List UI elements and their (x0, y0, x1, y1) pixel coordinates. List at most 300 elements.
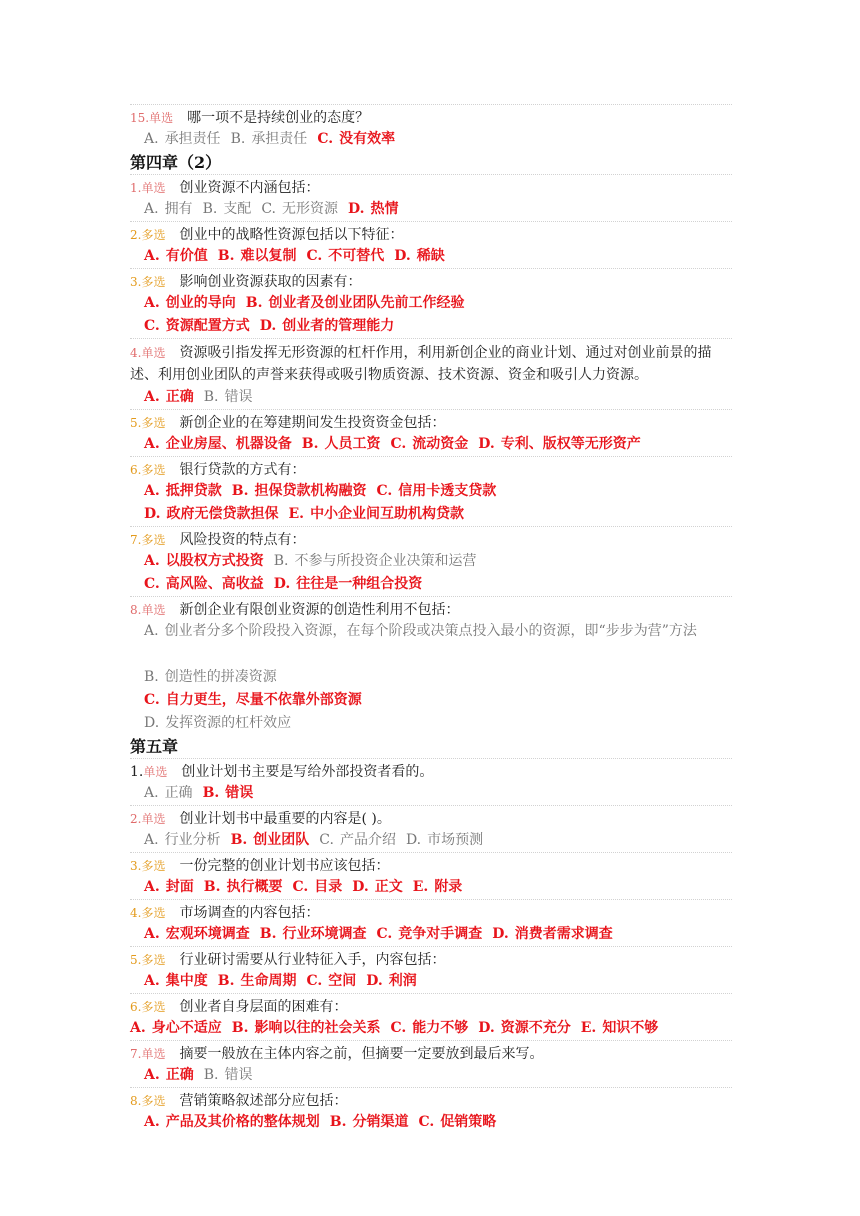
option-letter: D. (347, 201, 365, 217)
option-text: 市场预测 (427, 832, 484, 848)
option-text: 错误 (225, 785, 254, 801)
correct-option (144, 926, 250, 942)
question-text: 银行贷款的方式有： (179, 462, 306, 478)
option-letter: A. (144, 436, 160, 452)
question-text: 创业中的战略性资源包括以下特征： (179, 227, 404, 243)
option-letter: A. (144, 623, 159, 639)
options-row (130, 620, 732, 666)
option-letter: D. (394, 248, 411, 264)
option-text: 以股权方式投资 (165, 553, 264, 569)
question-block (130, 174, 732, 221)
question-type-label: 单选 (141, 603, 166, 617)
correct-option (246, 295, 465, 311)
options-row (130, 573, 732, 596)
option-letter: C. (418, 1114, 435, 1130)
option-text: 产品介绍 (339, 832, 396, 848)
option (144, 785, 193, 801)
option-text: 无形资源 (281, 201, 338, 217)
option-text: 空间 (328, 973, 357, 989)
options-row (130, 782, 732, 805)
option-letter: A. (144, 131, 159, 147)
option-letter: A. (144, 389, 160, 405)
option-letter: C. (376, 483, 393, 499)
options-row (130, 666, 732, 689)
option-letter: C. (292, 879, 309, 895)
question-text: 哪一项不是持续创业的态度？ (187, 110, 370, 126)
option-letter: B. (202, 201, 218, 217)
option-letter: D. (352, 879, 369, 895)
option-letter: B. (259, 926, 277, 942)
correct-option (144, 506, 279, 522)
option-letter: B. (203, 1067, 219, 1083)
option-letter: A. (144, 879, 160, 895)
option-letter: C. (144, 318, 160, 334)
question-block (130, 221, 732, 268)
question-type-label: 多选 (141, 228, 166, 242)
question-type-label: 单选 (141, 812, 166, 826)
correct-option (292, 879, 342, 895)
question-number: 7. (130, 1047, 142, 1061)
question-number: 2. (130, 228, 142, 242)
option-text: 难以复制 (240, 248, 297, 264)
option (203, 201, 252, 217)
option (204, 1067, 253, 1083)
option-text: 正确 (164, 785, 193, 801)
correct-option (478, 436, 641, 452)
question-text: 创业计划书中最重要的内容是( )。 (179, 811, 391, 827)
option-letter: B. (273, 553, 289, 569)
correct-option (144, 1114, 320, 1130)
correct-option (260, 318, 395, 334)
question-block (130, 1040, 732, 1087)
option-text: 中小企业间互助机构贷款 (310, 506, 465, 522)
option-text: 有价值 (165, 248, 208, 264)
option-text: 创业者分多个阶段投入资源，在每个阶段或决策点投入最小的资源，即“步步为营”方法 (164, 623, 697, 639)
question-document (130, 104, 732, 1134)
question-header (130, 338, 732, 386)
question-number: 7. (130, 533, 142, 547)
question-number: 4. (130, 906, 142, 920)
option-letter: D. (144, 715, 160, 731)
correct-option (376, 926, 482, 942)
option-letter: C. (319, 832, 334, 848)
option-letter: D. (259, 318, 277, 334)
question-header (130, 993, 732, 1017)
option-text: 抵押贷款 (165, 483, 222, 499)
option-letter: B. (301, 436, 319, 452)
question-header (130, 1087, 732, 1111)
options-row (130, 292, 732, 315)
question-number: 3. (130, 859, 142, 873)
option-text: 创业者及创业团队先前工作经验 (268, 295, 465, 311)
option-letter: E. (580, 1020, 597, 1036)
question-header (130, 852, 732, 876)
option-text: 宏观环境调查 (165, 926, 250, 942)
correct-option (144, 973, 208, 989)
option-letter: C. (306, 973, 323, 989)
question-text: 一份完整的创业计划书应该包括： (179, 858, 390, 874)
question-header (130, 899, 732, 923)
question-block (130, 596, 732, 735)
option-text: 拥有 (164, 201, 193, 217)
option-text: 支配 (223, 201, 252, 217)
question-number: 15. (130, 111, 150, 125)
correct-option (330, 1114, 409, 1130)
option (261, 201, 338, 217)
question-text: 资源吸引指发挥无形资源的杠杆作用，利用新创企业的商业计划、通过对创业前景的描述、利用创业团队的声誉来获得或吸引物质资源、技术资源、资金和吸引人力资源。 (130, 345, 712, 383)
question-block (130, 1087, 732, 1134)
option-letter: C. (390, 436, 407, 452)
option (406, 832, 483, 848)
option-letter: B. (217, 248, 235, 264)
question-header (130, 1040, 732, 1064)
question-block (130, 456, 732, 526)
option-letter: A. (144, 973, 160, 989)
question-block (130, 338, 732, 409)
question-text: 市场调查的内容包括： (179, 905, 320, 921)
question-type-label: 多选 (141, 1094, 166, 1108)
options-row (130, 503, 732, 526)
option-letter: A. (144, 295, 160, 311)
options-row (130, 1017, 732, 1040)
option-text: 正确 (165, 1067, 194, 1083)
option-text: 发挥资源的杠杆效应 (165, 715, 292, 731)
question-text: 创业计划书主要是写给外部投资者看的。 (181, 764, 434, 780)
options-row (130, 386, 732, 409)
question-type-label: 单选 (141, 1047, 166, 1061)
option (204, 389, 253, 405)
question-number: 2. (130, 812, 142, 826)
question-number: 8. (130, 1094, 142, 1108)
correct-option (144, 389, 194, 405)
question-number: 5. (130, 953, 142, 967)
question-number: 1. (130, 764, 144, 780)
correct-option (581, 1020, 659, 1036)
option-letter: B. (230, 832, 248, 848)
question-text: 摘要一般放在主体内容之前，但摘要一定要放到最后来写。 (179, 1046, 544, 1062)
option-text: 创业的导向 (165, 295, 236, 311)
question-type-label: 多选 (141, 463, 166, 477)
option-letter: B. (203, 389, 219, 405)
option-text: 专利、版权等无形资产 (500, 436, 641, 452)
option-text: 知识不够 (602, 1020, 659, 1036)
option-letter: D. (492, 926, 509, 942)
question-block (130, 852, 732, 899)
question-header (130, 409, 732, 433)
correct-option (144, 295, 236, 311)
options-row (130, 315, 732, 338)
options-row (130, 970, 732, 993)
option-text: 资源不充分 (500, 1020, 571, 1036)
option-text: 政府无偿贷款担保 (166, 506, 279, 522)
option-letter: A. (144, 248, 160, 264)
option-letter: C. (390, 1020, 407, 1036)
option-text: 错误 (224, 389, 253, 405)
correct-option (413, 879, 463, 895)
option-text: 正文 (374, 879, 403, 895)
correct-option (302, 436, 381, 452)
correct-option (144, 879, 194, 895)
question-text: 营销策略叙述部分应包括： (179, 1093, 348, 1109)
option-letter: D. (478, 436, 495, 452)
question-number: 1. (130, 181, 142, 195)
options-row (130, 712, 732, 735)
question-header (130, 596, 732, 620)
question-number: 8. (130, 603, 142, 617)
option (144, 623, 697, 639)
option-letter: A. (144, 553, 160, 569)
correct-option (306, 973, 356, 989)
chapter-heading: 第四章（2） (130, 153, 222, 172)
option-text: 担保贷款机构融资 (254, 483, 367, 499)
question-header (130, 104, 732, 128)
option-letter: A. (144, 483, 160, 499)
question-block (130, 409, 732, 456)
option-text: 不参与所投资企业决策和运营 (294, 553, 477, 569)
option-letter: B. (202, 785, 220, 801)
option-text: 错误 (224, 1067, 253, 1083)
option-letter: B. (245, 295, 263, 311)
option-text: 分销渠道 (352, 1114, 409, 1130)
question-type-label: 单选 (149, 111, 174, 125)
question-type-label: 多选 (141, 416, 166, 430)
correct-option (390, 1020, 468, 1036)
option-letter: A. (130, 1020, 146, 1036)
correct-option (144, 483, 222, 499)
correct-option (492, 926, 613, 942)
correct-option (232, 483, 367, 499)
correct-option (144, 1067, 194, 1083)
option-letter: A. (144, 201, 159, 217)
correct-option (204, 879, 283, 895)
option-text: 影响以往的社会关系 (254, 1020, 381, 1036)
options-row (130, 829, 732, 852)
option-text: 不可替代 (328, 248, 385, 264)
options-row (130, 876, 732, 899)
correct-option (352, 879, 403, 895)
option-text: 往往是一种组合投资 (296, 576, 423, 592)
question-block (130, 758, 732, 805)
question-header (130, 174, 732, 198)
option-text: 正确 (165, 389, 194, 405)
question-header (130, 946, 732, 970)
option-letter: D. (144, 506, 161, 522)
option-text: 创业者的管理能力 (282, 318, 395, 334)
question-text: 创业资源不内涵包括： (179, 180, 320, 196)
correct-option (366, 973, 417, 989)
option-letter: C. (261, 201, 276, 217)
option (144, 131, 221, 147)
question-block (130, 899, 732, 946)
option-text: 竞争对手调查 (398, 926, 483, 942)
correct-option (144, 553, 264, 569)
options-row (130, 433, 732, 456)
option-text: 流动资金 (412, 436, 469, 452)
question-type-label: 多选 (141, 906, 166, 920)
option (144, 832, 221, 848)
question-header (130, 526, 732, 550)
option (274, 553, 477, 569)
question-block (130, 526, 732, 596)
option-letter: A. (144, 832, 159, 848)
question-block (130, 805, 732, 852)
correct-option (218, 973, 297, 989)
correct-option (418, 1114, 496, 1130)
options-row (130, 198, 732, 221)
question-block (130, 946, 732, 993)
option-text: 承担责任 (164, 131, 221, 147)
option-text: 创造性的拼凑资源 (164, 669, 277, 685)
option-letter: E. (288, 506, 305, 522)
option-letter: A. (144, 785, 159, 801)
option-letter: C. (144, 576, 160, 592)
option-text: 利润 (388, 973, 417, 989)
correct-option (376, 483, 496, 499)
correct-option (348, 201, 399, 217)
option-text: 附录 (434, 879, 463, 895)
options-row (130, 245, 732, 268)
question-number: 4. (130, 346, 142, 360)
correct-option (289, 506, 465, 522)
correct-option (203, 785, 254, 801)
question-type-label: 单选 (141, 181, 166, 195)
option-letter: B. (203, 879, 221, 895)
option-letter: A. (144, 926, 160, 942)
correct-option (274, 576, 423, 592)
option-text: 行业环境调查 (282, 926, 367, 942)
correct-option (144, 692, 362, 708)
option-text: 创业团队 (253, 832, 310, 848)
question-type-label: 多选 (141, 1000, 166, 1014)
question-number: 5. (130, 416, 142, 430)
option-text: 生命周期 (240, 973, 297, 989)
question-type-label: 多选 (141, 859, 166, 873)
question-block (130, 993, 732, 1040)
question-text: 创业者自身层面的困难有： (179, 999, 348, 1015)
option-letter: B. (231, 483, 249, 499)
options-row (130, 1111, 732, 1134)
correct-option (394, 248, 445, 264)
option-text: 企业房屋、机器设备 (165, 436, 292, 452)
option-text: 热情 (370, 201, 399, 217)
option (231, 131, 308, 147)
option-letter: B. (217, 973, 235, 989)
option-text: 行业分析 (164, 832, 221, 848)
option (144, 201, 193, 217)
option-letter: E. (412, 879, 429, 895)
option (144, 715, 291, 731)
options-row (130, 550, 732, 573)
option-letter: C. (306, 248, 323, 264)
option-letter: A. (144, 1114, 160, 1130)
question-type-label: 单选 (141, 346, 166, 360)
question-header (130, 758, 732, 782)
correct-option (144, 576, 264, 592)
correct-option (144, 436, 292, 452)
correct-option (478, 1020, 571, 1036)
option-letter: B. (144, 669, 159, 685)
option (144, 669, 277, 685)
options-row (130, 1064, 732, 1087)
option-letter: A. (144, 1067, 160, 1083)
question-header (130, 456, 732, 480)
option-letter: C. (317, 131, 334, 147)
question-type-label: 多选 (141, 533, 166, 547)
options-row (130, 689, 732, 712)
question-number: 6. (130, 1000, 142, 1014)
option-text: 身心不适应 (151, 1020, 222, 1036)
question-text: 行业研讨需要从行业特征入手，内容包括： (179, 952, 446, 968)
question-block (130, 268, 732, 338)
question-text: 风险投资的特点有： (179, 532, 306, 548)
question-header (130, 221, 732, 245)
option-text: 承担责任 (251, 131, 308, 147)
option-text: 封面 (165, 879, 194, 895)
option-letter: B. (329, 1114, 347, 1130)
correct-option (260, 926, 367, 942)
question-text: 影响创业资源获取的因素有： (179, 274, 362, 290)
option-letter: B. (231, 1020, 249, 1036)
option-text: 能力不够 (412, 1020, 469, 1036)
option (319, 832, 396, 848)
correct-option (130, 1020, 222, 1036)
question-block (130, 104, 732, 151)
correct-option (144, 248, 208, 264)
options-row (130, 480, 732, 503)
option-letter: D. (273, 576, 291, 592)
option-letter: D. (366, 973, 383, 989)
correct-option (390, 436, 468, 452)
option-text: 人员工资 (324, 436, 381, 452)
question-type-label: 多选 (141, 953, 166, 967)
question-number: 3. (130, 275, 142, 289)
option-text: 信用卡透支贷款 (398, 483, 497, 499)
option-text: 自力更生，尽量不依靠外部资源 (165, 692, 362, 708)
option-letter: C. (144, 692, 160, 708)
option-text: 高风险、高收益 (165, 576, 264, 592)
option-letter: D. (405, 832, 422, 848)
question-text: 新创企业的在筹建期间发生投资资金包括： (179, 415, 446, 431)
question-text: 新创企业有限创业资源的创造性利用不包括： (179, 602, 460, 618)
options-row (130, 128, 732, 151)
option-letter: B. (230, 131, 246, 147)
question-type-label: 单选 (143, 765, 168, 779)
question-number: 6. (130, 463, 142, 477)
option-text: 目录 (314, 879, 343, 895)
option-text: 集中度 (165, 973, 208, 989)
option-letter: C. (376, 926, 393, 942)
option-text: 促销策略 (440, 1114, 497, 1130)
correct-option (144, 318, 250, 334)
question-header (130, 805, 732, 829)
question-type-label: 多选 (141, 275, 166, 289)
question-header (130, 268, 732, 292)
option-text: 没有效率 (339, 131, 396, 147)
option-text: 消费者需求调查 (514, 926, 613, 942)
option-letter: D. (478, 1020, 495, 1036)
correct-option (317, 131, 395, 147)
options-row (130, 923, 732, 946)
correct-option (232, 1020, 381, 1036)
correct-option (231, 832, 310, 848)
option-text: 执行概要 (226, 879, 283, 895)
correct-option (218, 248, 297, 264)
option-text: 产品及其价格的整体规划 (165, 1114, 320, 1130)
option-text: 资源配置方式 (165, 318, 250, 334)
chapter-heading: 第五章 (130, 737, 179, 756)
option-text: 稀缺 (416, 248, 445, 264)
correct-option (306, 248, 384, 264)
